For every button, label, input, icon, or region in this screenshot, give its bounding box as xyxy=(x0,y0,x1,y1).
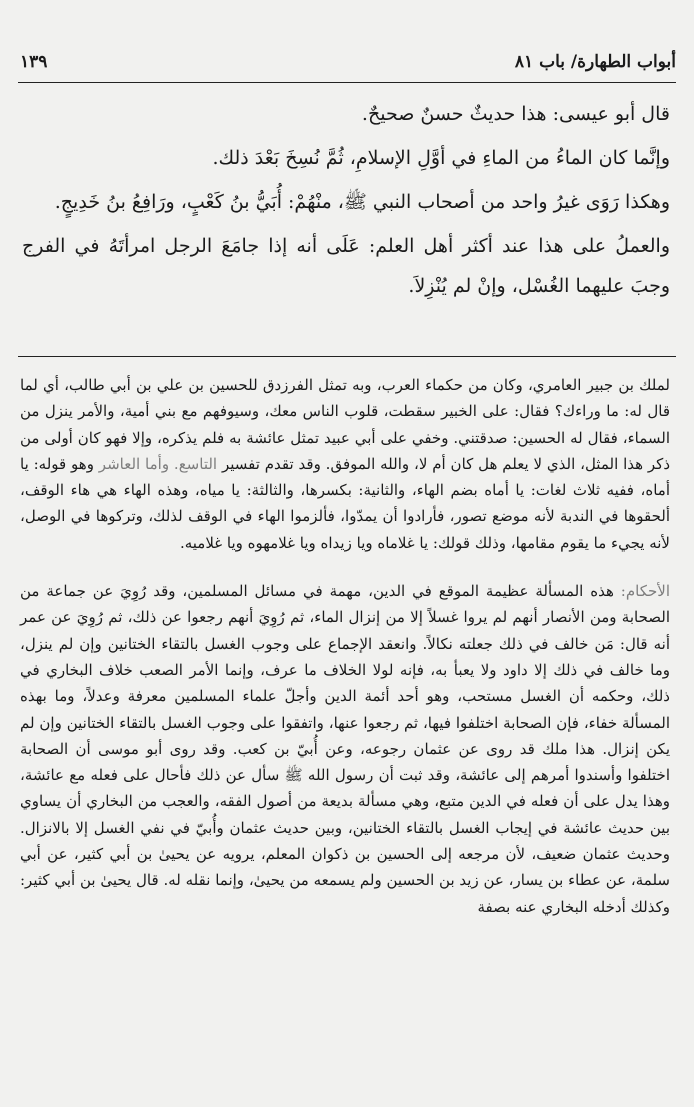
commentary-paragraph-2 xyxy=(20,578,670,920)
commentary-section xyxy=(20,372,670,920)
commentary-highlight: التاسع. وأما العاشر xyxy=(93,454,222,473)
commentary-text-1a: لملك بن جبير العامري، وكان من حكماء العرب، وبه تمثل الفرزدق للحسين بن علي بن أبي طالب، أي لما قال له: ما وراءك؟ فقال: على الخبير سقطت، قلوب الناس معك، وسيوفهم مع بني أمية، والأمر ينزل من السماء، فقال له الحسين: صدقتني. وخفي على أبي عبيد تمثل عائشة به فلم يذكره، وإلا فهو كان أولى من ذكر هذا المثل، الذي لا يعلم هل كان أم لا، والله الموفق. وقد تقدم تفسير xyxy=(20,376,670,473)
commentary-text-1b: وهو قوله: يا أماه، ففيه ثلاث لغات: يا أماه بضم الهاء، والثانية: بكسرها، والثالثة: يا مياه، وهذه الهاء هي هاء الوقف، ألحقوها في الندبة لأنه موضع تصور، فأرادوا أن يمدّوا، فألزموا الهاء في الوقف لذلك، وتركوها في الوصل، لأنه يجيء ما يقوم مقامها، وذلك قولك: يا غلاماه ويا زيداه ويا غلامهوه ويا غلاميه. xyxy=(20,454,670,552)
hadith-text xyxy=(22,94,670,310)
main-paragraph-1: قال أبو عيسى: هذا حديثٌ حسنٌ صحيحٌ. xyxy=(361,103,670,125)
paragraph-gap xyxy=(20,556,670,578)
main-paragraph-3: وهكذا رَوَى غيرُ واحد من أصحاب النبي ﷺ، منْهُمْ: أُبَيُّ بنُ كَعْبٍ، ورَافِعُ بنُ خَدِيجٍ. xyxy=(54,191,670,213)
main-paragraph-2: وإنَّما كان الماءُ من الماءِ في أوَّلِ الإسلامِ، ثُمَّ نُسِخَ بَعْدَ ذلك. xyxy=(212,147,670,169)
page-header xyxy=(18,52,676,83)
footnote-divider xyxy=(18,356,676,357)
ahkam-label: الأحكام: xyxy=(620,582,670,601)
commentary-paragraph-1 xyxy=(20,372,670,556)
main-paragraph-4: والعملُ على هذا عند أكثر أهل العلم: عَلَى أنه إذا جامَعَ الرجل امرأتَهُ في الفرج وجبَ عليهما الغُسْل، وإنْ لم يُنْزِلاَ. xyxy=(22,235,670,297)
page-number: ١٣٩ xyxy=(20,52,48,72)
commentary-text-2: هذه المسألة عظيمة الموقع في الدين، مهمة في مسائل المسلمين، وقد رُوِيَ عن جماعة من الصحابة ومن الأنصار أنهم لم يروا غسلاً إلا من إنزال الماء، ثم رُوِيَ أنهم رجعوا عن ذلك، ثم رُوِيَ عن عمر أنه قال: مَن خالف في ذلك جعلته نكالاً. وانعقد الإجماع على وجوب الغسل بالتقاء الختانين وإن لم ينزل، وما خالف في ذلك إلا داود ولا يعبأ به، فإنه لولا الخلاف ما عرف، وإنما الأمر الصعب خلاف البخاري في ذلك، وحكمه أن الغسل مستحب، وهو أحد أئمة الدين وأجلّ علماء المسلمين معرفة وعدلاً، وما بهذه المسألة خفاء، فإن الصحابة اختلفوا فيها، ثم رجعوا عنها، واتفقوا على وجوب الغسل بالتقاء الختانين وإن لم يكن إنزال. هذا ملك قد روى عن عثمان رجوعه، وعن أُبيّ بن كعب. وقد روى أبو موسى أن الصحابة اختلفوا وأسندوا أمرهم إلى عائشة، وقد ثبت أن رسول الله ﷺ سأل عن ذلك فأحال على فعله مع عائشة، وهذا يدل على أن فعله في الدين متبع، وهي مسألة بديعة من أصول الفقه، والعجب من البخاري أن يساوي بين حديث عائشة في إيجاب الغسل بالتقاء الختانين، وبين حديث عثمان وأُبيّ في نفي الغسل إلا بالانزال. وحديث عثمان ضعيف، لأن مرجعه إلى الحسين بن ذكوان المعلم، يرويه عن يحيىٰ بن أبي كثير، عن أبي سلمة، عن عطاء بن يسار، عن زيد بن الحسين ولم يسمعه من يحيىٰ، وإنما نقله له. قال يحيىٰ بن أبي كثير: وكذلك أدخله البخاري عنه بصفة xyxy=(20,582,670,916)
chapter-title: أبواب الطهارة/ باب ٨١ xyxy=(514,52,676,72)
